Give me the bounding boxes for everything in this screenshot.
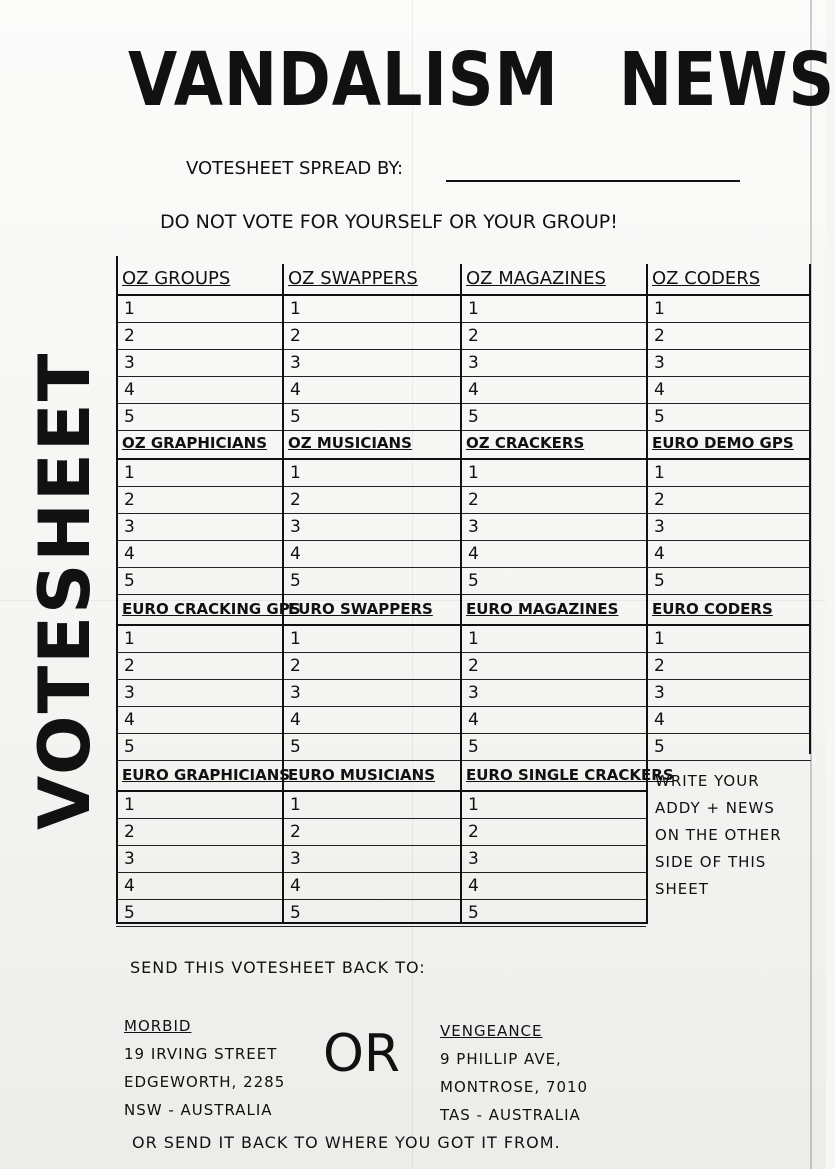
address-block-morbid	[124, 1012, 285, 1124]
vote-slot[interactable]: 5	[116, 900, 282, 927]
vote-slot[interactable]: 2	[460, 653, 646, 680]
or-mark: OR	[323, 1024, 401, 1084]
masthead-title	[128, 30, 835, 130]
vote-category	[282, 428, 460, 591]
category-title: EURO SWAPPERS	[282, 594, 460, 626]
vote-slot[interactable]: 1	[646, 626, 811, 653]
vote-slot[interactable]: 4	[116, 873, 282, 900]
vote-category	[282, 264, 460, 427]
side-title-votesheet: VOTESHEET	[24, 351, 106, 830]
vote-category	[646, 428, 811, 591]
vote-slot[interactable]: 2	[116, 819, 282, 846]
masthead-word-1: VANDALISM	[128, 37, 559, 123]
vote-slot[interactable]: 2	[116, 487, 282, 514]
vote-slot[interactable]: 4	[460, 541, 646, 568]
vote-slot[interactable]: 4	[282, 873, 460, 900]
category-title: OZ GRAPHICIANS	[116, 428, 282, 460]
grid-line	[460, 264, 462, 924]
vote-category	[116, 760, 291, 923]
vote-slot[interactable]: 2	[282, 487, 460, 514]
vote-slot[interactable]: 3	[116, 514, 282, 541]
address-line: NSW - AUSTRALIA	[124, 1101, 273, 1119]
category-title: OZ MAGAZINES	[460, 264, 646, 296]
vote-slot[interactable]: 3	[282, 514, 460, 541]
category-title: OZ MUSICIANS	[282, 428, 460, 460]
address-line: TAS - AUSTRALIA	[440, 1106, 581, 1124]
vote-slot[interactable]: 2	[646, 323, 811, 350]
vote-category	[460, 428, 646, 591]
vote-slot[interactable]: 3	[646, 680, 811, 707]
vote-slot[interactable]: 1	[460, 792, 646, 819]
vote-slot[interactable]: 5	[460, 404, 646, 431]
vote-slot[interactable]: 4	[282, 541, 460, 568]
vote-slot[interactable]: 5	[646, 404, 811, 431]
vote-slot[interactable]: 2	[646, 653, 811, 680]
vote-slot[interactable]: 1	[646, 296, 811, 323]
vote-slot[interactable]: 3	[646, 350, 811, 377]
vote-slot[interactable]: 2	[460, 819, 646, 846]
category-title: EURO MAGAZINES	[460, 594, 646, 626]
vote-slot[interactable]: 5	[282, 734, 460, 761]
spread-by-field[interactable]	[446, 180, 740, 182]
category-title: OZ CODERS	[646, 264, 811, 296]
vote-slot[interactable]: 4	[116, 377, 282, 404]
address-line: 19 IRVING STREET	[124, 1045, 278, 1063]
vote-slot[interactable]: 5	[646, 568, 811, 595]
vote-slot[interactable]: 1	[646, 460, 811, 487]
address-line: 9 PHILLIP AVE,	[440, 1050, 562, 1068]
category-title: OZ CRACKERS	[460, 428, 646, 460]
vote-slot[interactable]: 1	[116, 460, 282, 487]
category-title: EURO GRAPHICIANS	[116, 760, 282, 792]
address-line: MONTROSE, 7010	[440, 1078, 589, 1096]
category-title: OZ SWAPPERS	[282, 264, 460, 296]
vote-slot[interactable]: 1	[282, 792, 460, 819]
grid-line	[809, 264, 811, 754]
address-name: MORBID	[124, 1017, 192, 1035]
voting-warning: DO NOT VOTE FOR YOURSELF OR YOUR GROUP!	[160, 211, 618, 233]
vote-slot[interactable]: 3	[460, 350, 646, 377]
vote-slot[interactable]: 2	[116, 323, 282, 350]
vote-slot[interactable]: 4	[646, 541, 811, 568]
vote-category	[646, 594, 811, 757]
vote-slot[interactable]: 5	[116, 734, 282, 761]
category-title: EURO SINGLE CRACKERS	[460, 760, 646, 792]
vote-slot[interactable]: 3	[116, 680, 282, 707]
category-title: EURO CODERS	[646, 594, 811, 626]
address-line: EDGEWORTH, 2285	[124, 1073, 286, 1091]
footer-instruction: OR SEND IT BACK TO WHERE YOU GOT IT FROM.	[132, 1133, 561, 1152]
vote-slot[interactable]: 5	[460, 734, 646, 761]
vote-slot[interactable]: 5	[282, 404, 460, 431]
vote-slot[interactable]: 3	[282, 846, 460, 873]
vote-slot[interactable]: 2	[282, 323, 460, 350]
vote-slot[interactable]: 2	[282, 653, 460, 680]
vote-slot[interactable]: 3	[116, 350, 282, 377]
instruction-note: WRITE YOUR ADDY + NEWS ON THE OTHER SIDE OF THIS SHEET	[655, 772, 782, 898]
vote-slot[interactable]: 4	[282, 377, 460, 404]
vote-slot[interactable]: 4	[460, 873, 646, 900]
masthead-word-2: NEWS	[618, 37, 835, 123]
vote-slot[interactable]: 5	[460, 568, 646, 595]
vote-slot[interactable]: 3	[282, 680, 460, 707]
spread-by-label: VOTESHEET SPREAD BY:	[186, 158, 404, 179]
vote-slot[interactable]: 1	[116, 626, 282, 653]
address-block-vengeance	[440, 1017, 588, 1129]
vote-category	[282, 594, 460, 757]
category-title: EURO CRACKING GPS	[116, 594, 282, 626]
vote-slot[interactable]: 5	[282, 568, 460, 595]
send-back-label: SEND THIS VOTESHEET BACK TO:	[130, 958, 426, 977]
vote-category	[460, 760, 674, 923]
vote-slot[interactable]: 4	[646, 707, 811, 734]
vote-category	[460, 264, 646, 427]
vote-slot[interactable]: 3	[460, 680, 646, 707]
category-title: EURO DEMO GPS	[646, 428, 811, 460]
vote-slot[interactable]: 3	[460, 514, 646, 541]
vote-slot[interactable]: 5	[116, 404, 282, 431]
vote-slot[interactable]: 1	[460, 460, 646, 487]
vote-slot[interactable]: 5	[116, 568, 282, 595]
vote-slot[interactable]: 4	[460, 707, 646, 734]
vote-slot[interactable]: 4	[116, 541, 282, 568]
vote-slot[interactable]: 4	[646, 377, 811, 404]
vote-category	[460, 594, 646, 757]
vote-slot[interactable]: 4	[460, 377, 646, 404]
grid-line	[282, 264, 284, 924]
vote-slot[interactable]: 2	[646, 487, 811, 514]
vote-slot[interactable]: 5	[282, 900, 460, 927]
vote-slot[interactable]: 3	[116, 846, 282, 873]
vote-slot[interactable]: 1	[282, 460, 460, 487]
vote-slot[interactable]: 1	[460, 296, 646, 323]
vote-category	[646, 264, 811, 427]
grid-line	[646, 264, 648, 924]
vote-slot[interactable]: 4	[116, 707, 282, 734]
vote-slot[interactable]: 4	[282, 707, 460, 734]
vote-slot[interactable]: 5	[460, 900, 646, 927]
vote-slot[interactable]: 2	[282, 819, 460, 846]
category-title: OZ GROUPS	[116, 264, 282, 296]
vote-category	[116, 428, 282, 591]
vote-slot[interactable]: 1	[116, 296, 282, 323]
vote-slot[interactable]: 2	[460, 487, 646, 514]
vote-slot[interactable]: 5	[646, 734, 811, 761]
vote-slot[interactable]: 2	[116, 653, 282, 680]
vote-slot[interactable]: 1	[116, 792, 282, 819]
vote-category	[116, 264, 282, 427]
vote-slot[interactable]: 3	[282, 350, 460, 377]
category-title: EURO MUSICIANS	[282, 760, 460, 792]
vote-slot[interactable]: 1	[282, 296, 460, 323]
vote-category	[116, 594, 301, 757]
grid-line	[116, 922, 646, 924]
address-name: VENGEANCE	[440, 1022, 543, 1040]
grid-line	[116, 256, 118, 924]
vote-slot[interactable]: 3	[460, 846, 646, 873]
vote-slot[interactable]: 1	[460, 626, 646, 653]
vote-category	[282, 760, 460, 923]
vote-slot[interactable]: 1	[282, 626, 460, 653]
vote-slot[interactable]: 3	[646, 514, 811, 541]
vote-slot[interactable]: 2	[460, 323, 646, 350]
